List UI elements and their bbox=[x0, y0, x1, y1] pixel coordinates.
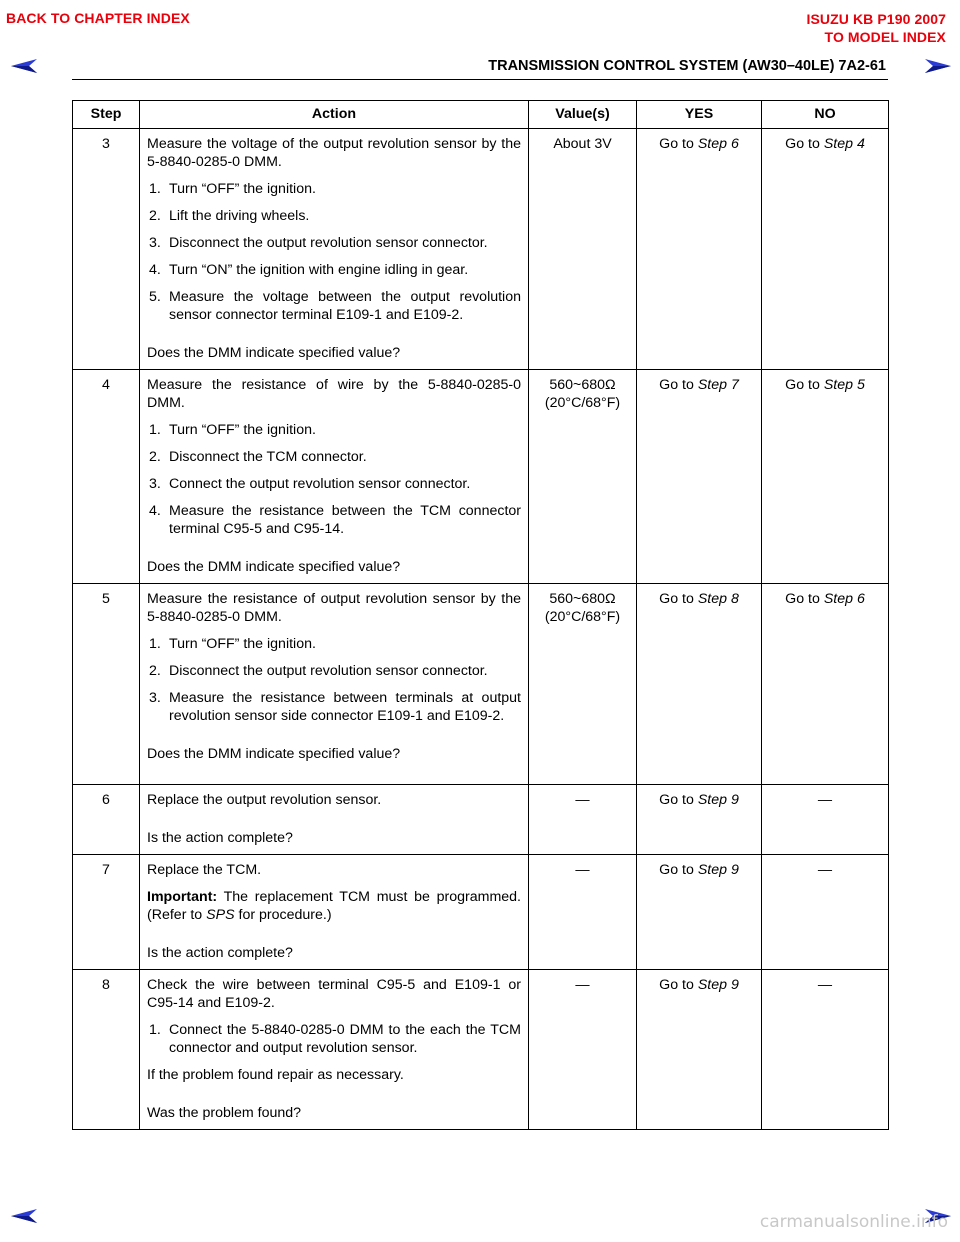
step-value: — bbox=[529, 855, 637, 970]
action-question: Was the problem found? bbox=[147, 1105, 302, 1121]
step-action bbox=[140, 370, 529, 584]
table-row-step-3 bbox=[73, 129, 889, 370]
step-yes: Go to Step 9 bbox=[637, 785, 762, 855]
table-row-step-5 bbox=[73, 584, 889, 785]
important-note: Important: The replacement TCM must be programmed. (Refer to SPS for procedure.) bbox=[147, 889, 521, 923]
column-header-values: Value(s) bbox=[529, 101, 637, 129]
step-action bbox=[140, 855, 529, 970]
action-intro: Replace the TCM. bbox=[147, 862, 262, 878]
column-header-action: Action bbox=[140, 101, 529, 129]
step-yes: Go to Step 9 bbox=[637, 970, 762, 1130]
step-action bbox=[140, 970, 529, 1130]
step-yes: Go to Step 9 bbox=[637, 855, 762, 970]
table-header-row bbox=[73, 101, 889, 129]
step-no: — bbox=[762, 970, 889, 1130]
previous-page-arrow-icon[interactable] bbox=[10, 58, 38, 74]
action-item: 4. Turn “ON” the ignition with engine idling in gear. bbox=[149, 262, 469, 278]
step-number: 6 bbox=[73, 785, 140, 855]
step-no: — bbox=[762, 785, 889, 855]
action-item: 2. Lift the driving wheels. bbox=[149, 208, 310, 224]
back-to-chapter-index-link[interactable]: BACK TO CHAPTER INDEX bbox=[6, 10, 190, 26]
step-value: 560~680Ω (20°C/68°F) bbox=[529, 584, 637, 785]
action-intro: Measure the resistance of wire by the 5-8840-0285-0 DMM. bbox=[147, 377, 521, 411]
step-number: 5 bbox=[73, 584, 140, 785]
step-action bbox=[140, 785, 529, 855]
page-header: TRANSMISSION CONTROL SYSTEM (AW30–40LE) 7A2-61 bbox=[488, 58, 886, 74]
step-value: About 3V bbox=[529, 129, 637, 370]
step-value: 560~680Ω (20°C/68°F) bbox=[529, 370, 637, 584]
action-note: If the problem found repair as necessary. bbox=[147, 1067, 404, 1083]
step-no: Go to Step 4 bbox=[762, 129, 889, 370]
action-question: Is the action complete? bbox=[147, 830, 293, 846]
action-item: 1. Turn “OFF” the ignition. bbox=[149, 422, 316, 438]
model-title: ISUZU KB P190 2007 bbox=[806, 11, 946, 27]
action-intro: Measure the voltage of the output revolution sensor by the 5-8840-0285-0 DMM. bbox=[147, 136, 521, 170]
action-question: Does the DMM indicate specified value? bbox=[147, 746, 401, 762]
step-action bbox=[140, 129, 529, 370]
action-item: 2. Disconnect the output revolution sensor connector. bbox=[149, 663, 488, 679]
column-header-yes: YES bbox=[637, 101, 762, 129]
step-action bbox=[140, 584, 529, 785]
header-rule bbox=[72, 79, 888, 80]
step-yes: Go to Step 8 bbox=[637, 584, 762, 785]
watermark: carmanualsonline.info bbox=[759, 1212, 948, 1232]
step-yes: Go to Step 7 bbox=[637, 370, 762, 584]
table-row-step-6 bbox=[73, 785, 889, 855]
action-intro: Replace the output revolution sensor. bbox=[147, 792, 382, 808]
action-question: Is the action complete? bbox=[147, 945, 293, 961]
action-item: 5. Measure the voltage between the output revolution sensor connector terminal E109-1 and E109-2. bbox=[149, 289, 521, 323]
action-intro: Measure the resistance of output revolution sensor by the 5-8840-0285-0 DMM. bbox=[147, 591, 521, 625]
step-value: — bbox=[529, 970, 637, 1130]
action-question: Does the DMM indicate specified value? bbox=[147, 345, 401, 361]
column-header-step: Step bbox=[73, 101, 140, 129]
action-item: 1. Connect the 5-8840-0285-0 DMM to the each the TCM connector and output revolution sensor. bbox=[149, 1022, 521, 1056]
step-number: 4 bbox=[73, 370, 140, 584]
step-no: Go to Step 6 bbox=[762, 584, 889, 785]
diagnostic-steps-table bbox=[72, 100, 889, 1130]
table-row-step-8 bbox=[73, 970, 889, 1130]
step-yes: Go to Step 6 bbox=[637, 129, 762, 370]
next-page-arrow-icon[interactable] bbox=[924, 58, 952, 74]
action-item: 2. Disconnect the TCM connector. bbox=[149, 449, 367, 465]
to-model-index-link[interactable]: TO MODEL INDEX bbox=[824, 29, 946, 45]
step-no: Go to Step 5 bbox=[762, 370, 889, 584]
action-intro: Check the wire between terminal C95-5 and E109-1 or C95-14 and E109-2. bbox=[147, 977, 521, 1011]
step-no: — bbox=[762, 855, 889, 970]
step-value: — bbox=[529, 785, 637, 855]
step-number: 7 bbox=[73, 855, 140, 970]
action-item: 1. Turn “OFF” the ignition. bbox=[149, 636, 316, 652]
table-row-step-7 bbox=[73, 855, 889, 970]
step-number: 3 bbox=[73, 129, 140, 370]
action-question: Does the DMM indicate specified value? bbox=[147, 559, 401, 575]
table-row-step-4 bbox=[73, 370, 889, 584]
step-number: 8 bbox=[73, 970, 140, 1130]
previous-page-arrow-icon[interactable] bbox=[10, 1208, 38, 1224]
action-item: 3. Disconnect the output revolution sensor connector. bbox=[149, 235, 488, 251]
action-item: 4. Measure the resistance between the TCM connector terminal C95-5 and C95-14. bbox=[149, 503, 521, 537]
column-header-no: NO bbox=[762, 101, 889, 129]
action-item: 3. Connect the output revolution sensor connector. bbox=[149, 476, 471, 492]
action-item: 1. Turn “OFF” the ignition. bbox=[149, 181, 316, 197]
action-item: 3. Measure the resistance between terminals at output revolution sensor side connector E109-1 and E109-2. bbox=[149, 690, 521, 724]
